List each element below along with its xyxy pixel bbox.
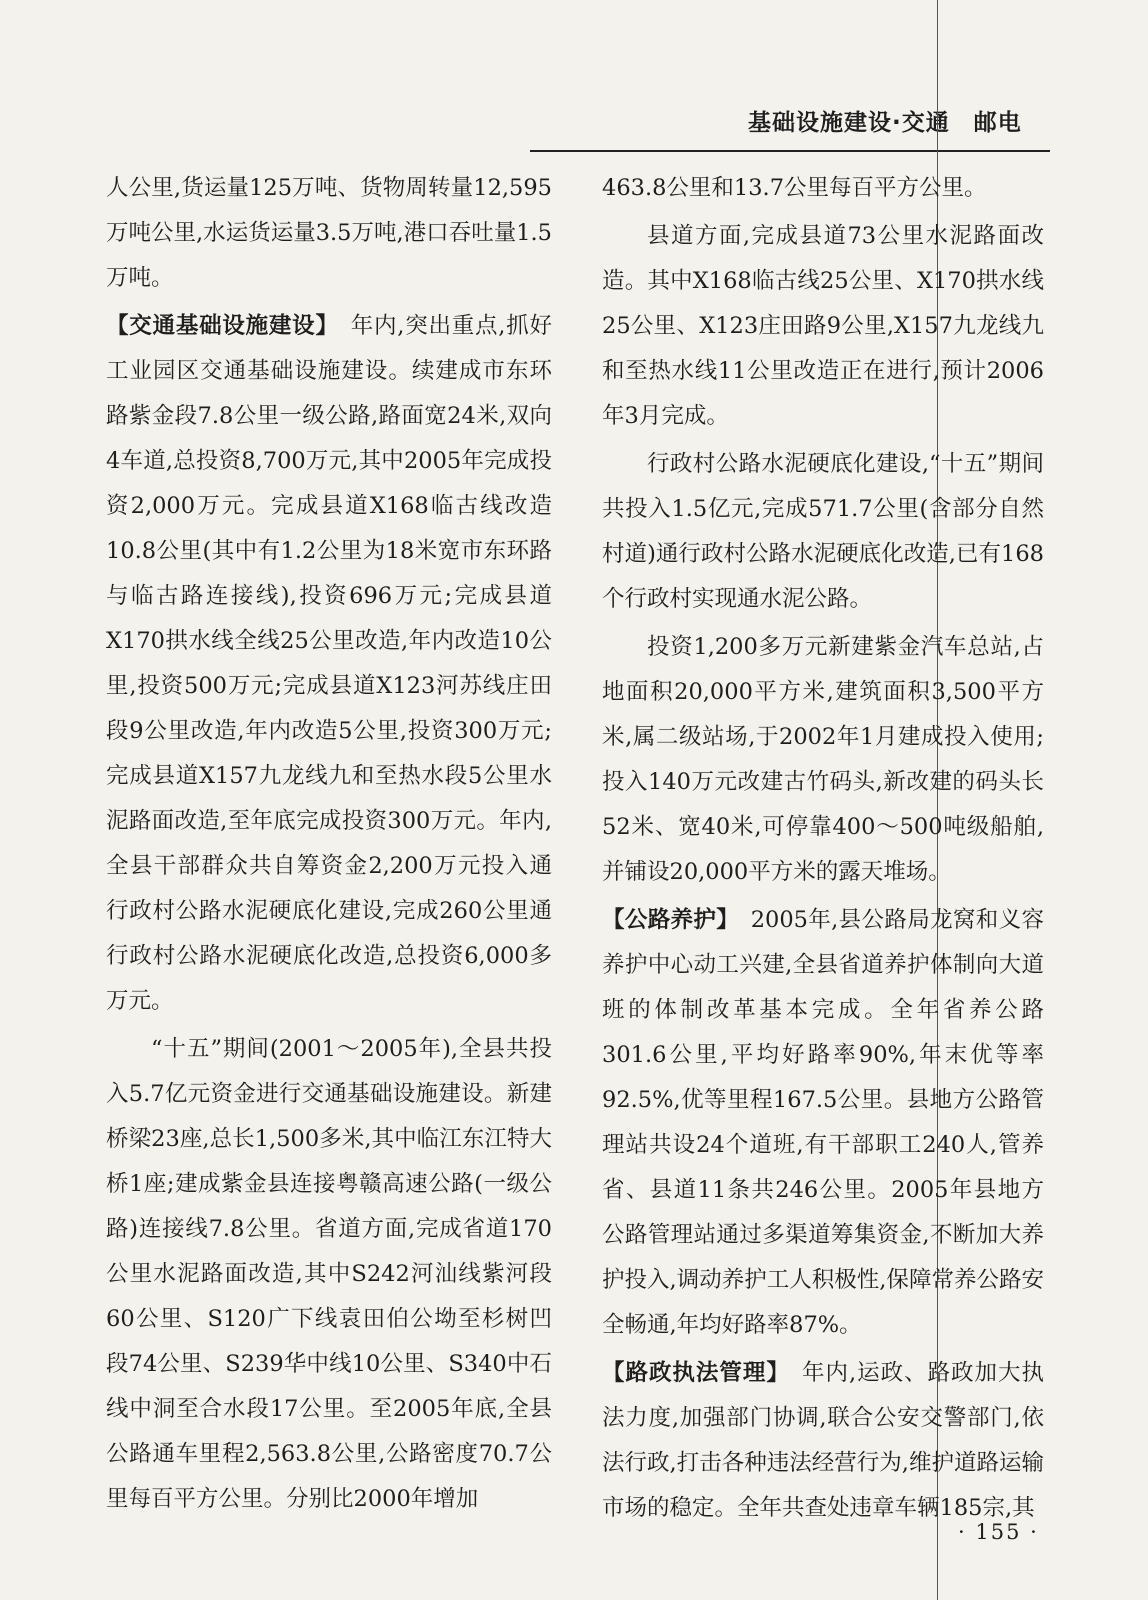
section-heading: 【公路养护】 — [602, 907, 728, 933]
section-body: 年内,突出重点,抓好工业园区交通基础设施建设。续建成市东环路紫金段7.8公里一级公路,路面宽24米,双向4车道,总投资8,700万元,其中2005年完成投资2,000万元。完成县道X168临古线改造10.8公里(其中有1.2公里为18米宽市东环路与临古路连接线),投资696万元;完成县道X170拱水线全线25公里改造,年内改造10公里,投资500万元;完成县道X123河苏线庄田段9公里改造,年内改造5公里,投资300万元;完成县道X157九龙线九和至热水段5公里水泥路面改造,至年底完成投资300万元。年内,全县干部群众共自筹资金2,200万元投入通行政村公路水泥硬底化建设,完成260公里通行政村公路水泥硬底化改造,总投资6,000多万元。 — [106, 313, 552, 1014]
section-body: 年内,运政、路政加大执法力度,加强部门协调,联合公安交警部门,依法行政,打击各种违法经营行为,维护道路运输市场的稳定。全年共查处违章车辆185宗,其 — [602, 1360, 1044, 1521]
body-paragraph: 行政村公路水泥硬底化建设,“十五”期间共投入1.5亿元,完成571.7公里(含部分自然村道)通行政村公路水泥硬底化改造,已有168个行政村实现通水泥公路。 — [602, 451, 1044, 612]
section-heading: 【交通基础设施建设】 — [106, 313, 328, 339]
header-rule — [530, 150, 1050, 152]
section-body: 2005年,县公路局龙窝和义容养护中心动工兴建,全县省道养护体制向大道班的体制改革基本完成。全年省养公路301.6公里,平均好路率90%,年末优等率92.5%,优等里程167.5公里。县地方公路管理站共设24个道班,有干部职工240人,管养省、县道11条共246公里。2005年县地方公路管理站通过多渠道筹集资金,不断加大养护投入,调动养护工人积极性,保障常养公路安全畅通,年均好路率87%。 — [602, 907, 1044, 1338]
section-heading: 【路政执法管理】 — [602, 1360, 779, 1386]
section-paragraph — [106, 304, 552, 1024]
section-paragraph — [602, 898, 1044, 1348]
body-paragraph: 县道方面,完成县道73公里水泥路面改造。其中X168临古线25公里、X170拱水线25公里、X123庄田路9公里,X157九龙线九和至热水线11公里改造正在进行,预计2006年3月完成。 — [602, 223, 1044, 429]
running-head: 基础设施建设·交通 邮电 — [748, 110, 1022, 136]
body-paragraph: “十五”期间(2001～2005年),全县共投入5.7亿元资金进行交通基础设施建设。新建桥梁23座,总长1,500多米,其中临江东江特大桥1座;建成紫金县连接粤赣高速公路(一级公路)连接线7.8公里。省道方面,完成省道170公里水泥路面改造,其中S242河汕线紫河段60公里、S120广下线袁田伯公坳至杉树凹段74公里、S239华中线10公里、S340中石线中洞至合水段17公里。至2005年底,全县公路通车里程2,563.8公里,公路密度70.7公里每百平方公里。分别比2000年增加 — [106, 1036, 552, 1512]
continuation-paragraph: 463.8公里和13.7公里每百平方公里。 — [602, 175, 987, 201]
body-paragraph: 投资1,200多万元新建紫金汽车总站,占地面积20,000平方米,建筑面积3,500平方米,属二级站场,于2002年1月建成投入使用;投入140万元改建古竹码头,新改建的码头长52米、宽40米,可停靠400～500吨级船舶,并铺设20,000平方米的露天堆场。 — [602, 634, 1044, 885]
section-paragraph — [602, 1351, 1044, 1531]
continuation-paragraph: 人公里,货运量125万吨、货物周转量12,595万吨公里,水运货运量3.5万吨,港口吞吐量1.5万吨。 — [106, 175, 552, 291]
left-column — [106, 166, 552, 1525]
right-column — [602, 166, 1044, 1534]
page-number: · 155 · — [958, 1520, 1039, 1544]
